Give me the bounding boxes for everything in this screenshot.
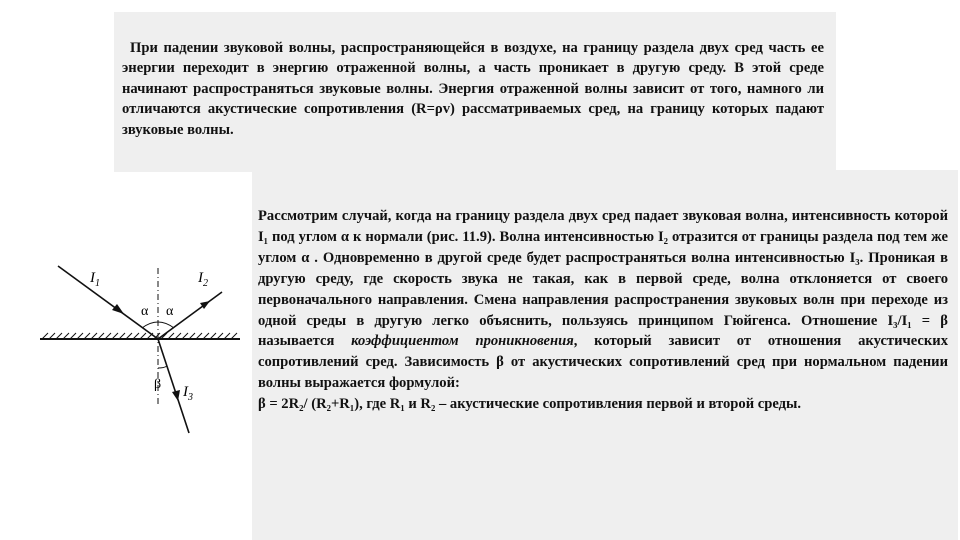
label-beta: β	[154, 377, 162, 392]
main-text-box	[252, 170, 958, 540]
main-text-part1: Рассмотрим случай, когда на границу раздела двух сред падает звуковая волна, интенсивность которой I₁ под углом α к нормали (рис. 11.9). Волна интенсивностью I₂ отразится от границы раздела под тем же углом α . Одновременно в другой среде будет распространяться волна интенсивностью I₃. Проникая в другую среду, где скорость звука не такая, как в первой среде, волна отклоняется от своего первоначального направления. Смена направления распространения звуковых волн при переходе из одной среды в другую легко объяснить, пользуясь принципом Гюйгенса. Отношение I₃/I₁ = β называется	[258, 208, 948, 350]
formula-line: β = 2R₂/ (R₂+R₁), где R₁ и R₂ – акустические сопротивления первой и второй среды.	[258, 396, 802, 413]
intro-text-box	[114, 12, 836, 172]
intro-paragraph: При падении звуковой волны, распространяющейся в воздухе, на границу раздела двух сред часть ее энергии переходит в энергию отраженной волны, а часть проникает в другую среду. В этой среде начинают распространяться звуковые волны. Энергия отраженной волны зависит от того, намного ли отличаются акустические сопротивления (R=ρv) рассматриваемых сред, на границу которых падают звуковые волны.	[122, 40, 824, 138]
penetration-coefficient-term: коэффициентом проникновения	[351, 333, 574, 350]
refracted-arrowhead	[172, 390, 180, 401]
label-alpha-right: α	[166, 304, 174, 319]
label-alpha-left: α	[141, 304, 149, 319]
incident-ray	[58, 266, 158, 339]
label-I1: $I_1$	[90, 270, 100, 289]
reflection-refraction-diagram	[28, 256, 244, 436]
main-text-part2: , который зависит от отношения акустических сопротивлений сред. Зависимость β от акустических сопротивлений сред при нормальном падении волны выражается формулой:	[258, 333, 948, 392]
label-I3: $I_3$	[183, 384, 193, 403]
label-I2: $I_2$	[198, 270, 208, 289]
beta-arc	[158, 366, 167, 368]
main-paragraph	[258, 206, 948, 415]
incident-arrowhead	[112, 304, 124, 314]
